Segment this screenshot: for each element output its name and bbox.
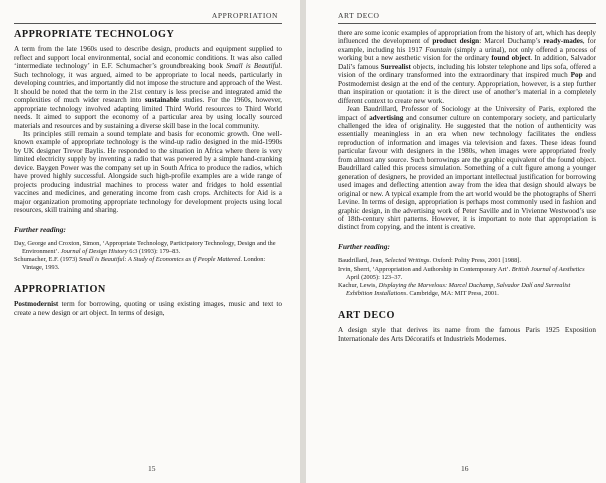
page-body <box>338 27 596 343</box>
paragraph <box>14 130 282 215</box>
text-run: Kachur, Lewis, <box>338 282 379 290</box>
text-run: Day, George and Croxton, Simon, ‘Appropriate Technology, Participatory Technology, Design and the Environment’. <box>14 239 276 255</box>
entry-heading: APPROPRIATION <box>14 283 106 295</box>
italic-title: Displaying the Marvelous: Marcel Duchamp, Salvador Dalí and Surrealist Exhibition Installations <box>346 282 571 298</box>
reference <box>14 240 282 255</box>
text-run: and consumer culture on contemporary society, and particularly challenged the idea of originality. He suggested that the notion of authenticity was essentially meaningless in an era when new technology facilitates the endless reproduction of information and images via television and faxes. These ideas found particular favour with designers in the 1980s, when images were appropriated freely from almost any source. Such borrowings are the graphic equivalent of the found object. Baudrillard called this process simulation. Something of a cult figure among a younger generation of designers, he provided an important intellectual justification for borrowing used images and deflecting attention away from the idea that design should always be original or new. A typical example from the art world would be the photographs of Sherri Levine. In terms of design, appropriation is perhaps most commonly used in fashion and graphic design, in the advertising work of Peter Saville and in Vivienne Westwood’s use of 18th-century shirt patterns. However, it is important to note that appropriation is distinct from copying, and the intent is creative. <box>338 113 597 232</box>
text-run: A design style that derives its name from the famous Paris 1925 Exposition Internationale des Arts Décoratifs et Industriels Modernes. <box>338 326 596 343</box>
cross-reference: found object <box>491 54 531 63</box>
further-reading-label: Further reading: <box>14 224 66 234</box>
reference <box>338 282 596 297</box>
cross-reference: product design <box>432 37 480 46</box>
italic-title: Small is Beautiful: A Study of Economics as if People Mattered <box>78 256 241 264</box>
further-reading-label: Further reading: <box>338 241 390 251</box>
left-page <box>0 0 300 483</box>
text-run: . In addition, Salvador Dalí’s famous <box>338 54 597 71</box>
cross-reference: sustainable <box>144 96 180 105</box>
italic-title: Journal of Design History <box>60 247 128 255</box>
text-run: there are some iconic examples of appropriation from the history of art, which has deeply influenced the development of <box>338 29 596 46</box>
text-run: . London: Vintage, 1993. <box>22 256 266 272</box>
paragraph <box>338 105 596 232</box>
text-run: Schumacher, E.F. (1973) <box>14 256 79 264</box>
italic-title: Fountain <box>425 45 452 54</box>
reference <box>338 257 596 265</box>
header-rule <box>14 23 282 24</box>
paragraph <box>14 45 282 130</box>
cross-reference: Surrealist <box>380 62 411 71</box>
text-run: A term from the late 1960s used to describe design, products and equipment supplied to reflect and support local environmental, social and economic conditions. It was also called ‘intermediate technology’ in E.F. Schumacher’s groundbreaking book <box>14 45 282 71</box>
cross-reference: Postmodernist <box>14 300 59 309</box>
text-run: Irvin, Sherri, ‘Appropriation and Authorship in Contemporary Art’. <box>338 266 512 274</box>
text-run: April (2005): 123–37. <box>346 273 403 281</box>
text-run: Jean Baudrillard, Professor of Sociology at the University of Paris, explored the impact of <box>338 105 596 122</box>
text-run: studies. For the 1960s, however, appropriate technology involved adapting limited Third World resources to Third World needs. It aimed to support the economy of a particular area by using locally sourced materials and resources and by sustaining a diverse skill base in the local community. <box>14 96 282 130</box>
text-run: : Marcel Duchamp’s <box>479 37 544 46</box>
right-page <box>306 0 606 483</box>
text-run: 6:3 (1993): 179–83. <box>127 247 181 255</box>
text-run: term for borrowing, quoting or using existing images, music and text to create a new design or art object. In terms of design, <box>14 300 282 317</box>
cross-reference: ready-mades <box>543 37 583 46</box>
text-run: . Cambridge, MA: MIT Press, 2001. <box>406 290 499 298</box>
text-run: objects, including his lobster telephone and lips sofa, offered a vision of the ordinary transformed into the extraordinary that inspired much <box>338 62 597 80</box>
text-run: . Such technology, it was argued, aimed to be appropriate to local needs, particularly in developing countries, and importantly did not impose the structure and approach of the West. It should be noted that the term in the 21st century is less precise and integrated amid the complexities of much wider research into <box>14 62 282 105</box>
page-number: 16 <box>461 464 469 473</box>
entry-heading: ART DECO <box>338 309 395 321</box>
text-run: and Postmodernist design at the end of the century. Appropriation, however, is a step further than inspiration or quotation: it is the direct use of another’s material in a completely different context to create new work. <box>338 71 596 105</box>
reference <box>338 266 596 281</box>
italic-title: Selected Writings <box>384 257 430 265</box>
cross-reference: Pop <box>570 71 583 80</box>
paragraph <box>14 300 282 317</box>
text-run: . Oxford: Polity Press, 2001 [1988]. <box>429 257 522 265</box>
entry-heading: APPROPRIATE TECHNOLOGY <box>14 29 175 40</box>
text-run: , for example, including his 1917 <box>338 37 596 54</box>
text-run: Its principles still remain a sound template and basis for economic growth. One well-known example of appropriate technology is the wind-up radio designed in the mid-1990s by UK designer Trevor Baylis. He responded to the situation in Africa where there is very limited electricity supply by inventing a radio that was powered by a simple hand-cranking device. Baygen Power was the company set up in South Africa to produce the radios, which have proved highly successful. Alongside such high-profile examples are a wide range of projects producing industrial machines to process water and fridges to hold essential vaccines and medicines, and generating income from cash crops. Architects for Aid is a major organization promoting appropriate technology for development projects using local resources, skill training and sharing. <box>14 129 282 215</box>
reference <box>14 256 282 271</box>
paragraph <box>338 326 596 343</box>
cross-reference: advertising <box>369 113 404 122</box>
text-run: Baudrillard, Jean, <box>338 257 385 265</box>
header-rule <box>338 23 596 24</box>
running-head: APPROPRIATION <box>211 11 278 20</box>
page-number: 15 <box>148 464 156 473</box>
text-run: (simply a urinal), not only offered a process of working but a new aesthetic vision for the ordinary <box>338 45 596 63</box>
paragraph <box>338 29 596 105</box>
italic-title: British Journal of Aesthetics <box>511 266 585 274</box>
page-body <box>14 27 282 317</box>
running-head: ART DECO <box>338 11 380 20</box>
italic-title: Small is Beautiful <box>226 62 281 71</box>
